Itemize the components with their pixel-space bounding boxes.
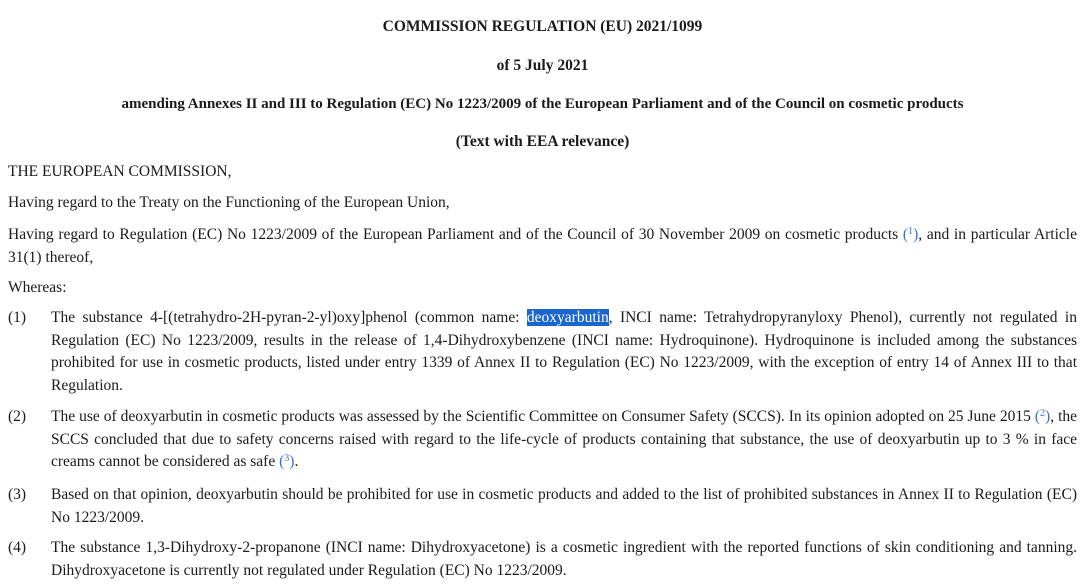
recital-text: The substance 1,3-Dihydroxy-2-propanone (INCI name: Dihydroxyacetone) is a cosmetic ingredient with the reported functions of skin conditioning and tanning. Dihydroxyacetone is currently not regulated under Regulation (EC) No 1223/2009. <box>51 539 1077 579</box>
footnote-number-1: 1 <box>908 226 914 237</box>
recital-text: Based on that opinion, deoxyarbutin should be prohibited for use in cosmetic products and added to the list of prohibited substances in Annex II to Regulation (EC) No 1223/2009. <box>51 486 1077 526</box>
footnote-link-1[interactable]: ($^1$) <box>902 226 919 243</box>
regulation-citation-text: Having regard to Regulation (EC) No 1223/2009 of the European Parliament and of the Council of 30 November 2009 on cosmetic products <box>8 226 903 243</box>
regulation-citation <box>8 224 1077 269</box>
recital-2-text-end: . <box>294 453 299 470</box>
commission-heading: THE EUROPEAN COMMISSION, <box>8 163 232 180</box>
footnote-number-3: 3 <box>284 453 290 464</box>
selected-text-highlight[interactable]: deoxyarbutin <box>526 309 609 326</box>
footnote-number-2: 2 <box>1040 408 1046 419</box>
whereas-heading: Whereas: <box>8 279 67 296</box>
recital-2-text-middle: , the SCCS concluded that due to safety concerns raised with regard to the life-cycle of products containing that substance, the use of deoxyarbutin up to 3 % in face creams cannot be considered as safe <box>51 408 1077 470</box>
regulation-date: of 5 July 2021 <box>496 57 589 74</box>
regulation-title: COMMISSION REGULATION (EU) 2021/1099 <box>382 18 703 35</box>
recital-number: (4) <box>8 539 27 556</box>
treaty-citation: Having regard to the Treaty on the Functioning of the European Union, <box>8 194 450 211</box>
regulation-subtitle: amending Annexes II and III to Regulation (EC) No 1223/2009 of the European Parliament and of the Council on cosmetic products <box>121 96 964 112</box>
footnote-link-3[interactable]: ($^3$) <box>279 453 295 470</box>
recital-number: (3) <box>8 486 27 503</box>
recital-1-text-start: The substance 4-[(tetrahydro-2H-pyran-2-yl)oxy]phenol (common name: <box>51 309 527 326</box>
recital-2-text-start: The use of deoxyarbutin in cosmetic products was assessed by the Scientific Committee on Consumer Safety (SCCS). In its opinion adopted on 25 June 2015 <box>51 408 1035 425</box>
recital-number: (1) <box>8 309 27 326</box>
recital-text <box>51 406 1077 474</box>
recital-1-text-end: , INCI name: Tetrahydropyranyloxy Phenol), currently not regulated in Regulation (EC) No 1223/2009, results in the release of 1,4-Dihydroxybenzene (INCI name: Hydroquinone). Hydroquinone is included among the substances prohibited for use in cosmetic products, listed under entry 1339 of Annex II to Regulation (EC) No 1223/2009, with the exception of entry 14 of Annex III to that Regulation. <box>51 309 1077 394</box>
recital-number: (2) <box>8 408 27 425</box>
eea-relevance: (Text with EEA relevance) <box>455 133 630 150</box>
recital-text <box>51 307 1077 397</box>
footnote-link-2[interactable]: ($^2$) <box>1034 408 1051 425</box>
regulation-citation-tail: , and in particular Article 31(1) thereof, <box>8 226 1077 266</box>
